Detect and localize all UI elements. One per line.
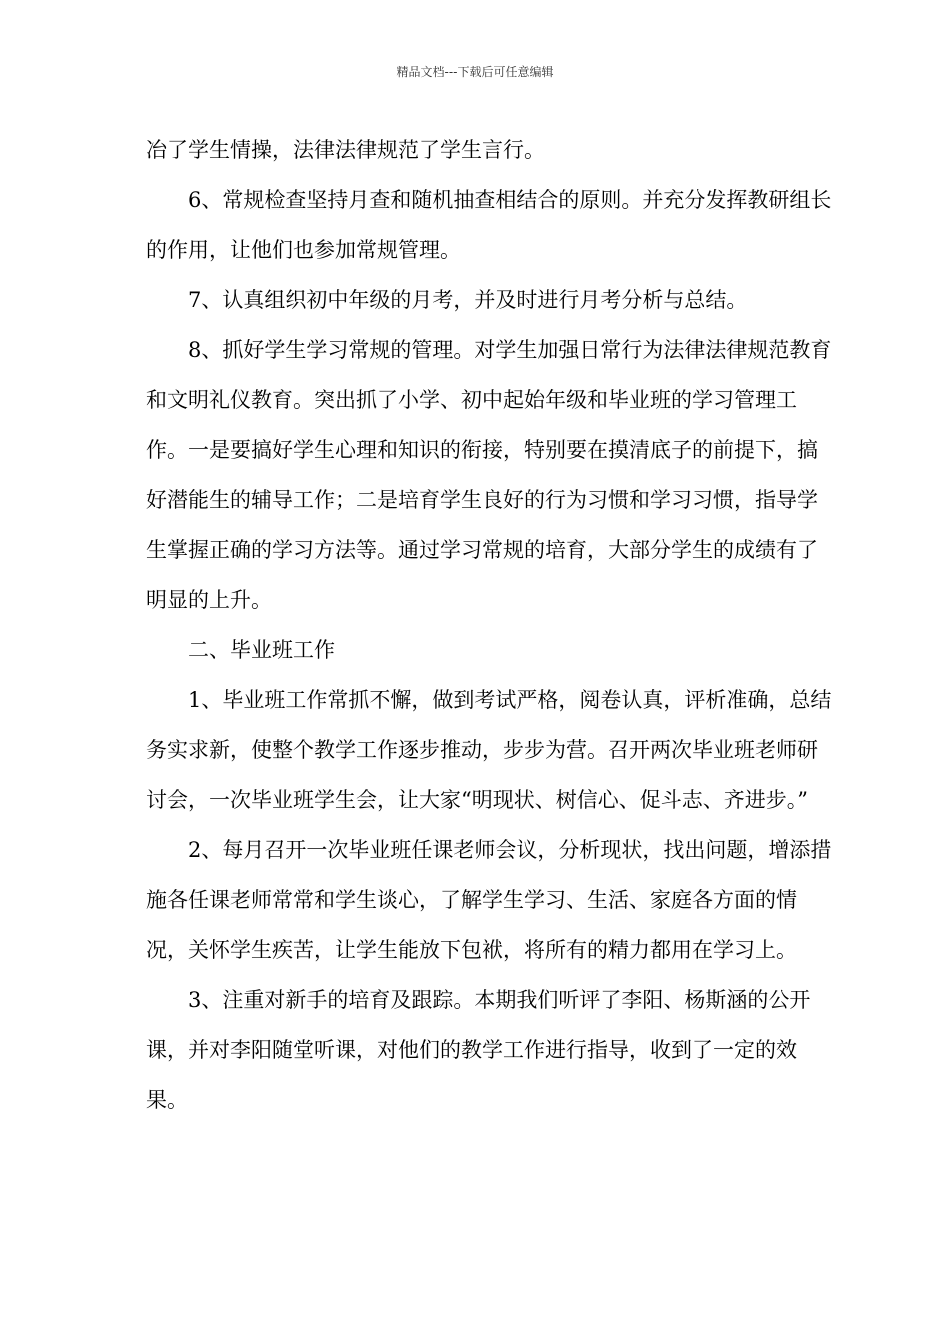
paragraph-item-7: 7、认真组织初中年级的月考，并及时进行月考分析与总结。 [188,288,748,312]
paragraph-graduating-2: 2、每月召开一次毕业班任课老师会议，分析现状，找出问题，增添措施各任课老师常常和学生谈心，了解学生学习、生活、家庭各方面的情况，关怀学生疾苦，让学生能放下包袱，将所有的精力都用在学习上。 [146,838,832,962]
paragraph-item-6: 6、常规检查坚持月查和随机抽查相结合的原则。并充分发挥教研组长的作用，让他们也参加常规管理。 [146,188,832,262]
paragraph-graduating-3: 3、注重对新手的培育及跟踪。本期我们听评了李阳、杨斯涵的公开课，并对李阳随堂听课，对他们的教学工作进行指导，收到了一定的效果。 [146,988,811,1112]
section-heading: 二、毕业班工作 [188,638,335,662]
document-body [146,125,836,1125]
page-header: 精品文档---下载后可任意编辑 [396,65,554,79]
paragraph-continuation: 冶了学生情操，法律法律规范了学生言行。 [146,138,545,162]
paragraph-graduating-1: 1、毕业班工作常抓不懈，做到考试严格，阅卷认真，评析准确，总结务实求新，使整个教学工作逐步推动，步步为营。召开两次毕业班老师研讨会，一次毕业班学生会，让大家“明现状、树信心、促斗志、齐进步。” [146,688,832,812]
paragraph-item-8: 8、抓好学生学习常规的管理。对学生加强日常行为法律法律规范教育和文明礼仪教育。突出抓了小学、初中起始年级和毕业班的学习管理工作。一是要搞好学生心理和知识的衔接，特别要在摸清底子的前提下，搞好潜能生的辅导工作；二是培育学生良好的行为习惯和学习习惯，指导学生掌握正确的学习方法等。通过学习常规的培育，大部分学生的成绩有了明显的上升。 [146,338,832,612]
